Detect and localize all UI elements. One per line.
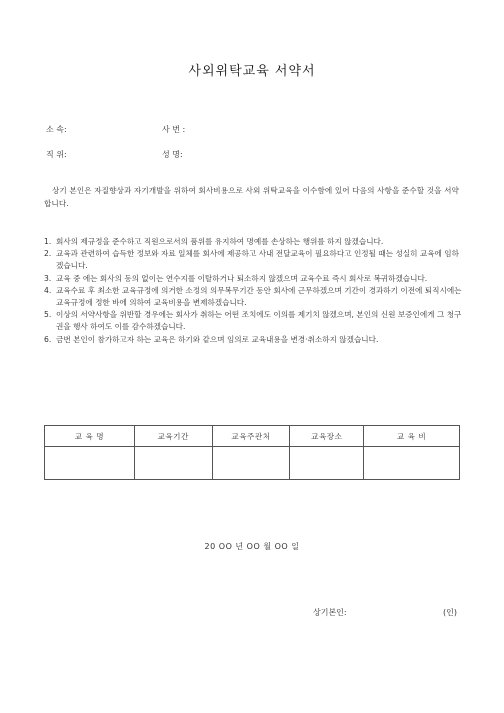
pledge-item (44, 285, 464, 309)
employee-number-label: 사 번 : (162, 125, 186, 134)
cell-period[interactable] (134, 447, 212, 480)
item-number: 5. (44, 310, 52, 320)
item-text: 이상의 서약사항을 위반할 경우에는 회사가 취하는 어떤 조치에도 이의를 제기치 않겠으며, 본인의 신원 보증인에게 그 청구권을 행사 하여도 이를 감수하겠습니다. (56, 310, 462, 332)
item-text: 금번 본인이 참가하고자 하는 교육은 하기와 같으며 임의로 교육내용을 변경·취소하지 않겠습니다. (56, 334, 379, 344)
header-period: 교육기간 (134, 426, 212, 447)
item-number: 2. (44, 249, 52, 259)
item-text: 교육수료 후 최소한 교육규정에 의거한 소정의 의무복무기간 동안 회사에 근무하겠으며 기간이 경과하기 이전에 퇴직시에는 교육규정에 정한 바에 의하여 교육비용을 변제하겠습니다. (56, 285, 462, 308)
date-line: 20 OO 년 OO 월 OO 일 (204, 542, 300, 551)
item-number: 1. (44, 237, 52, 246)
header-organizer: 교육주관처 (212, 426, 290, 447)
pledge-item (44, 309, 464, 333)
signature-label: 상기본인: (313, 608, 347, 617)
pledge-item (44, 236, 464, 248)
seal-mark: (인) (443, 608, 457, 617)
cell-location[interactable] (290, 447, 364, 480)
cell-organizer[interactable] (212, 447, 290, 480)
item-text: 교육 중 에는 회사의 동의 없이는 연수지를 이탈하거나 퇴소하지 않겠으며 교육수료 즉시 회사로 복귀하겠습니다. (56, 273, 428, 283)
table-row (45, 447, 460, 480)
header-location: 교육장소 (290, 426, 364, 447)
item-number: 4. (44, 285, 52, 295)
item-number: 6. (44, 334, 52, 344)
cell-cost[interactable] (364, 447, 460, 480)
header-cost: 교 육 비 (364, 426, 460, 447)
education-table (44, 425, 460, 480)
table-header-row (45, 426, 460, 447)
position-label: 직 위: (46, 150, 67, 159)
pledge-item (44, 273, 464, 285)
department-label: 소 속: (46, 125, 67, 134)
header-course-name: 교 육 명 (45, 426, 135, 447)
pledge-item (44, 248, 464, 272)
item-text: 회사의 제규정을 준수하고 직원으로서의 품위를 유지하여 명예를 손상하는 행위를 하지 않겠습니다. (56, 237, 384, 246)
document-title: 사외위탁교육 서약서 (188, 64, 316, 79)
pledge-items (44, 236, 464, 346)
name-label: 성 명: (162, 150, 183, 159)
cell-course-name[interactable] (45, 447, 135, 480)
item-text: 교육과 관련하여 습득한 정보와 자료 일체를 회사에 제공하고 사내 전달교육이 필요하다고 인정될 때는 성실히 교육에 임하겠습니다. (56, 249, 459, 271)
intro-paragraph: 상기 본인은 자질향상과 자기개발을 위하여 회사비용으로 사외 위탁교육을 이수함에 있어 다음의 사항을 준수할 것을 서약합니다. (44, 186, 459, 208)
pledge-item (44, 334, 464, 346)
item-number: 3. (44, 273, 52, 283)
